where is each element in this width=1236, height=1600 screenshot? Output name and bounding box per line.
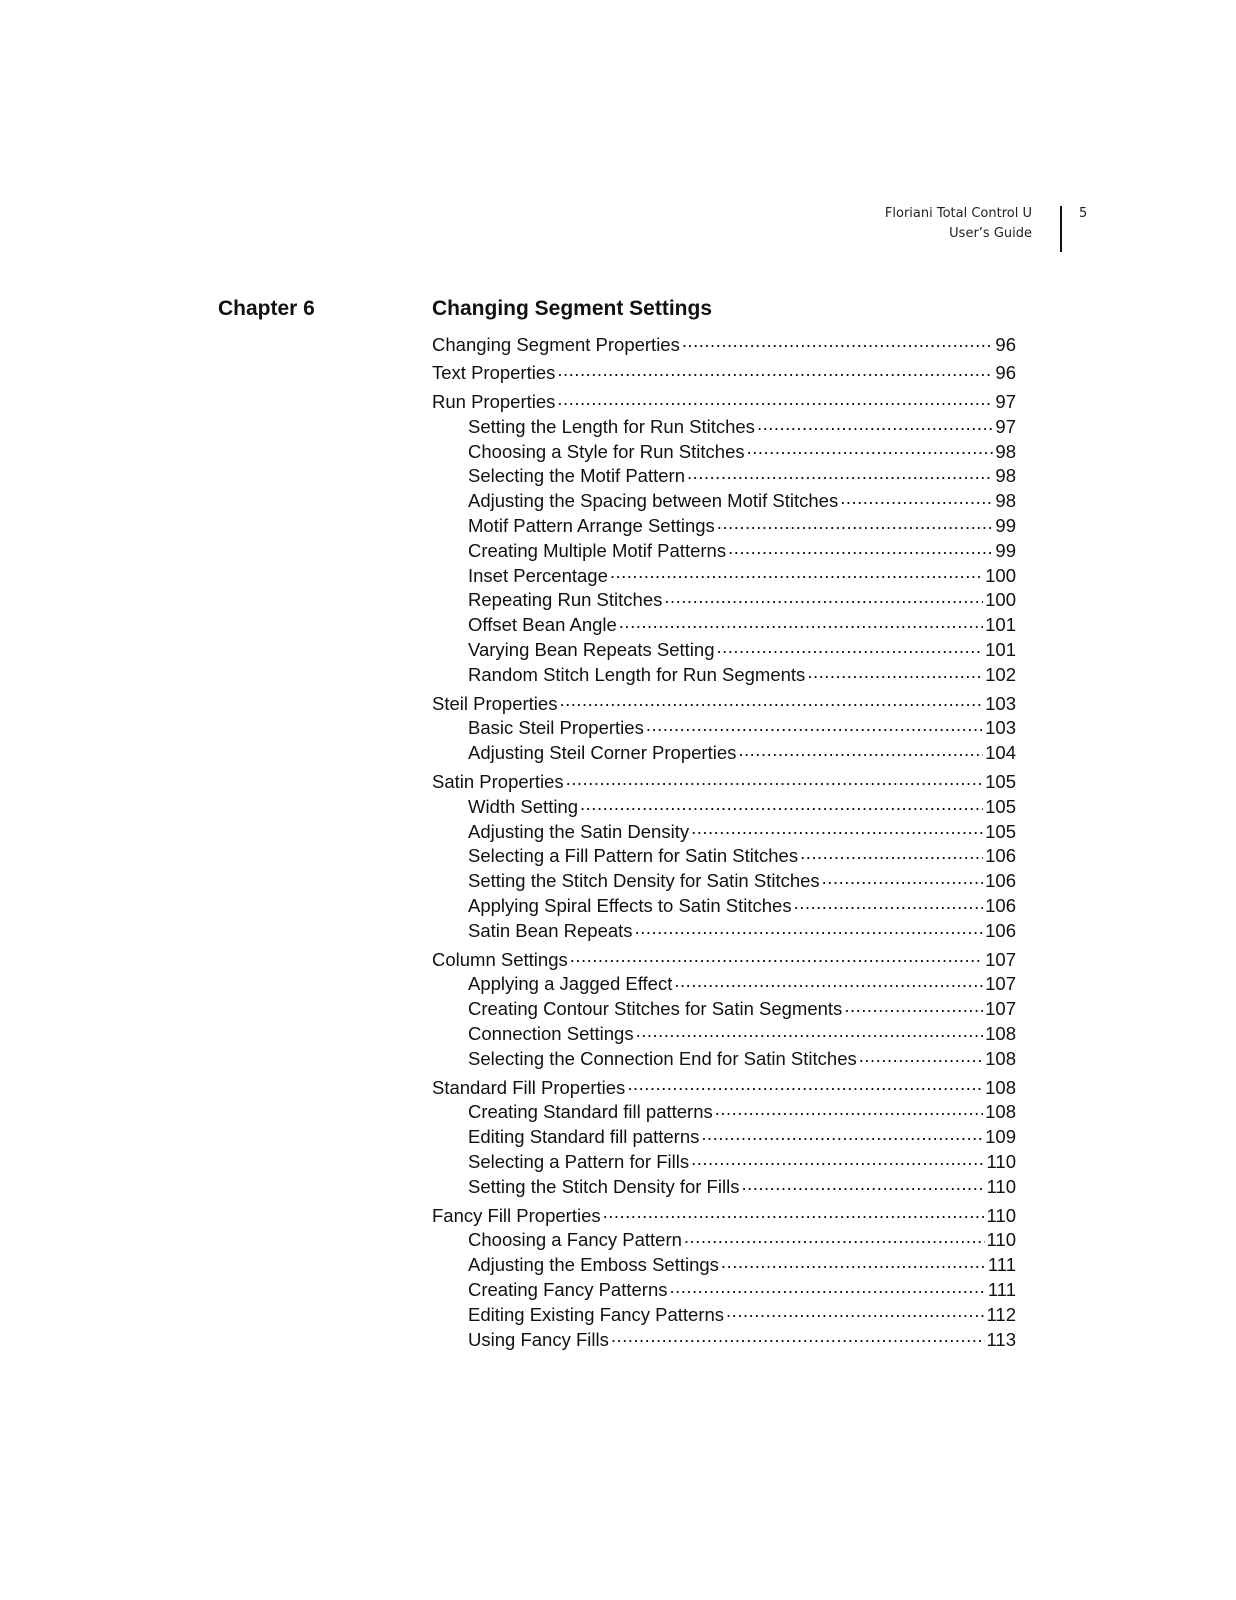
toc-entry-title: Changing Segment Properties <box>432 333 680 355</box>
toc-entry-title: Column Settings <box>432 948 568 970</box>
toc-entry-page: 106 <box>985 895 1016 917</box>
dot-leader <box>840 489 993 508</box>
dot-leader <box>701 1125 983 1144</box>
dot-leader <box>807 662 983 681</box>
page-number: 5 <box>1079 206 1088 221</box>
toc-entry[interactable] <box>432 819 1016 844</box>
dot-leader <box>691 1150 984 1169</box>
toc-entry-page: 98 <box>995 490 1016 512</box>
toc-entry[interactable] <box>432 361 1016 386</box>
toc-entry-title: Setting the Stitch Density for Satin Stitches <box>468 870 820 892</box>
dot-leader <box>726 1302 984 1321</box>
toc-entry-title: Standard Fill Properties <box>432 1076 626 1098</box>
toc-entry-title: Applying Spiral Effects to Satin Stitches <box>468 895 792 917</box>
toc-entry-title: Choosing a Style for Run Stitches <box>468 440 745 462</box>
toc-entry-title: Creating Standard fill patterns <box>468 1101 713 1123</box>
toc-entry-title: Text Properties <box>432 362 556 384</box>
dot-leader <box>738 741 983 760</box>
toc-entry-title: Offset Bean Angle <box>468 614 617 636</box>
toc-entry-title: Selecting the Connection End for Satin Stitches <box>468 1047 857 1069</box>
toc-entry-page: 108 <box>985 1047 1016 1069</box>
toc-entry[interactable] <box>432 538 1016 563</box>
chapter-title: Changing Segment Settings <box>432 297 713 320</box>
header-book-title: Floriani Total Control U <box>884 206 1032 221</box>
toc-entry[interactable] <box>432 997 1016 1022</box>
toc-entry[interactable] <box>432 716 1016 741</box>
toc-entry[interactable] <box>432 741 1016 766</box>
toc-entry-page: 106 <box>985 919 1016 941</box>
toc-entry-page: 106 <box>985 845 1016 867</box>
toc-entry-page: 105 <box>985 820 1016 842</box>
toc-entry-title: Editing Existing Fancy Patterns <box>468 1303 725 1325</box>
header-divider <box>1060 206 1062 252</box>
toc-entry-title: Using Fancy Fills <box>468 1328 609 1350</box>
toc-entry-page: 110 <box>986 1229 1016 1251</box>
toc-entry[interactable] <box>432 1327 1016 1352</box>
toc-entry[interactable] <box>432 1203 1016 1228</box>
toc-entry-title: Satin Properties <box>432 771 564 793</box>
toc-entry-title: Selecting the Motif Pattern <box>468 465 685 487</box>
toc-entry-page: 109 <box>985 1126 1016 1148</box>
toc-entry-title: Creating Fancy Patterns <box>468 1278 668 1300</box>
toc-entry[interactable] <box>432 1150 1016 1175</box>
dot-leader <box>844 997 983 1016</box>
toc-entry-page: 108 <box>985 1101 1016 1123</box>
toc-entry-page: 104 <box>985 742 1016 764</box>
toc-entry-title: Basic Steil Properties <box>468 717 644 739</box>
toc-entry-title: Applying a Jagged Effect <box>468 973 673 995</box>
toc-entry[interactable] <box>432 390 1016 415</box>
toc-entry-title: Setting the Length for Run Stitches <box>468 415 755 437</box>
toc-entry[interactable] <box>432 1100 1016 1125</box>
toc-entry-title: Selecting a Fill Pattern for Satin Stitches <box>468 845 799 867</box>
dot-leader <box>794 894 984 913</box>
toc-entry-title: Adjusting the Emboss Settings <box>468 1254 719 1276</box>
toc-entry[interactable] <box>432 1046 1016 1071</box>
dot-leader <box>557 361 993 380</box>
toc-entry[interactable] <box>432 1228 1016 1253</box>
dot-leader <box>619 613 983 632</box>
toc-entry[interactable] <box>432 1302 1016 1327</box>
dot-leader <box>635 918 984 937</box>
dot-leader <box>669 1277 985 1296</box>
toc-entry-title: Choosing a Fancy Pattern <box>468 1229 682 1251</box>
toc-entry-page: 107 <box>985 948 1016 970</box>
toc-entry[interactable] <box>432 1174 1016 1199</box>
dot-leader <box>611 1327 985 1346</box>
toc-entry-page: 103 <box>985 717 1016 739</box>
dot-leader <box>757 414 993 433</box>
toc-entry[interactable] <box>432 464 1016 489</box>
toc-entry[interactable] <box>432 563 1016 588</box>
toc-entry-page: 98 <box>995 440 1016 462</box>
toc-entry[interactable] <box>432 414 1016 439</box>
toc-entry[interactable] <box>432 489 1016 514</box>
dot-leader <box>716 638 983 657</box>
dot-leader <box>566 770 984 789</box>
dot-leader <box>687 464 993 483</box>
toc-entry-page: 99 <box>995 539 1016 561</box>
dot-leader <box>627 1075 983 1094</box>
toc-entry-page: 110 <box>986 1151 1016 1172</box>
dot-leader <box>859 1046 983 1065</box>
toc-entry-title: Setting the Stitch Density for Fills <box>468 1175 740 1197</box>
toc-entry[interactable] <box>432 613 1016 638</box>
toc-entry[interactable] <box>432 588 1016 613</box>
dot-leader <box>684 1228 985 1247</box>
toc-entry-title: Satin Bean Repeats <box>468 919 633 941</box>
toc-entry-page: 98 <box>995 465 1016 487</box>
toc-entry-page: 107 <box>985 973 1016 995</box>
toc-entry-page: 112 <box>986 1303 1016 1325</box>
toc-entry[interactable] <box>432 794 1016 819</box>
toc-entry[interactable] <box>432 662 1016 687</box>
toc-entry-title: Fancy Fill Properties <box>432 1204 601 1226</box>
toc-entry-title: Selecting a Pattern for Fills <box>468 1151 690 1172</box>
toc-entry-title: Creating Contour Stitches for Satin Segments <box>468 998 843 1020</box>
dot-leader <box>717 514 994 533</box>
toc-entry[interactable] <box>432 894 1016 919</box>
toc-entry-page: 113 <box>986 1328 1016 1350</box>
toc-entry-title: Editing Standard fill patterns <box>468 1126 700 1148</box>
toc-entry[interactable] <box>432 972 1016 997</box>
header-guide-label: User’s Guide <box>949 226 1032 241</box>
toc-entry-page: 107 <box>985 998 1016 1020</box>
chapter-label: Chapter 6 <box>218 297 315 320</box>
toc-entry-page: 101 <box>985 639 1016 661</box>
dot-leader <box>610 563 983 582</box>
toc-entry-title: Adjusting the Spacing between Motif Stitches <box>468 490 839 512</box>
toc-entry-title: Inset Percentage <box>468 564 608 586</box>
toc-entry[interactable] <box>432 947 1016 972</box>
toc-entry-page: 105 <box>985 771 1016 793</box>
toc-entry-page: 99 <box>995 515 1016 537</box>
toc-entry[interactable] <box>432 1075 1016 1100</box>
dot-leader <box>636 1022 984 1041</box>
dot-leader <box>728 538 993 557</box>
toc-entry[interactable] <box>432 1277 1016 1302</box>
toc-entry-page: 110 <box>986 1175 1016 1197</box>
dot-leader <box>747 439 994 458</box>
toc-entry-page: 111 <box>987 1254 1016 1276</box>
dot-leader <box>674 972 983 991</box>
dot-leader <box>664 588 983 607</box>
toc-entry[interactable] <box>432 638 1016 663</box>
toc-entry[interactable] <box>432 514 1016 539</box>
toc-entry-title: Random Stitch Length for Run Segments <box>468 663 806 685</box>
toc-entry-page: 96 <box>995 362 1016 384</box>
dot-leader <box>721 1253 986 1272</box>
toc-entry-page: 106 <box>985 870 1016 892</box>
toc-entry-page: 105 <box>985 795 1016 817</box>
dot-leader <box>800 844 983 863</box>
toc-entry[interactable] <box>432 770 1016 795</box>
toc-entry-title: Run Properties <box>432 391 556 413</box>
table-of-contents <box>432 332 1016 1352</box>
toc-entry-page: 103 <box>985 692 1016 714</box>
toc-entry-page: 111 <box>987 1278 1016 1300</box>
toc-entry-page: 110 <box>986 1204 1016 1226</box>
toc-entry[interactable] <box>432 918 1016 943</box>
toc-entry[interactable] <box>432 1022 1016 1047</box>
dot-leader <box>682 332 994 351</box>
toc-entry-page: 100 <box>985 589 1016 611</box>
toc-entry-title: Motif Pattern Arrange Settings <box>468 515 715 537</box>
dot-leader <box>715 1100 983 1119</box>
toc-entry-page: 102 <box>985 663 1016 685</box>
toc-entry-page: 96 <box>995 333 1016 355</box>
toc-entry[interactable] <box>432 439 1016 464</box>
toc-entry-page: 97 <box>995 415 1016 437</box>
toc-entry-page: 108 <box>985 1023 1016 1045</box>
toc-entry[interactable] <box>432 691 1016 716</box>
running-header <box>832 204 1032 244</box>
dot-leader <box>559 691 983 710</box>
dot-leader <box>741 1174 984 1193</box>
toc-entry[interactable] <box>432 1125 1016 1150</box>
dot-leader <box>691 819 983 838</box>
toc-entry-page: 101 <box>985 614 1016 636</box>
toc-entry-page: 100 <box>985 564 1016 586</box>
toc-entry[interactable] <box>432 1253 1016 1278</box>
toc-entry[interactable] <box>432 844 1016 869</box>
dot-leader <box>570 947 983 966</box>
toc-entry-title: Varying Bean Repeats Setting <box>468 639 715 661</box>
toc-entry-title: Adjusting the Satin Density <box>468 820 690 842</box>
toc-entry-title: Connection Settings <box>468 1023 634 1045</box>
toc-entry-title: Repeating Run Stitches <box>468 589 663 611</box>
toc-entry-page: 97 <box>995 391 1016 413</box>
toc-entry-title: Creating Multiple Motif Patterns <box>468 539 727 561</box>
dot-leader <box>603 1203 985 1222</box>
dot-leader <box>646 716 983 735</box>
toc-entry[interactable] <box>432 869 1016 894</box>
toc-entry-title: Adjusting Steil Corner Properties <box>468 742 737 764</box>
toc-entry-page: 108 <box>985 1076 1016 1098</box>
dot-leader <box>580 794 983 813</box>
toc-entry-title: Steil Properties <box>432 692 558 714</box>
dot-leader <box>822 869 983 888</box>
toc-entry-title: Width Setting <box>468 795 579 817</box>
dot-leader <box>557 390 993 409</box>
toc-entry[interactable] <box>432 332 1016 357</box>
